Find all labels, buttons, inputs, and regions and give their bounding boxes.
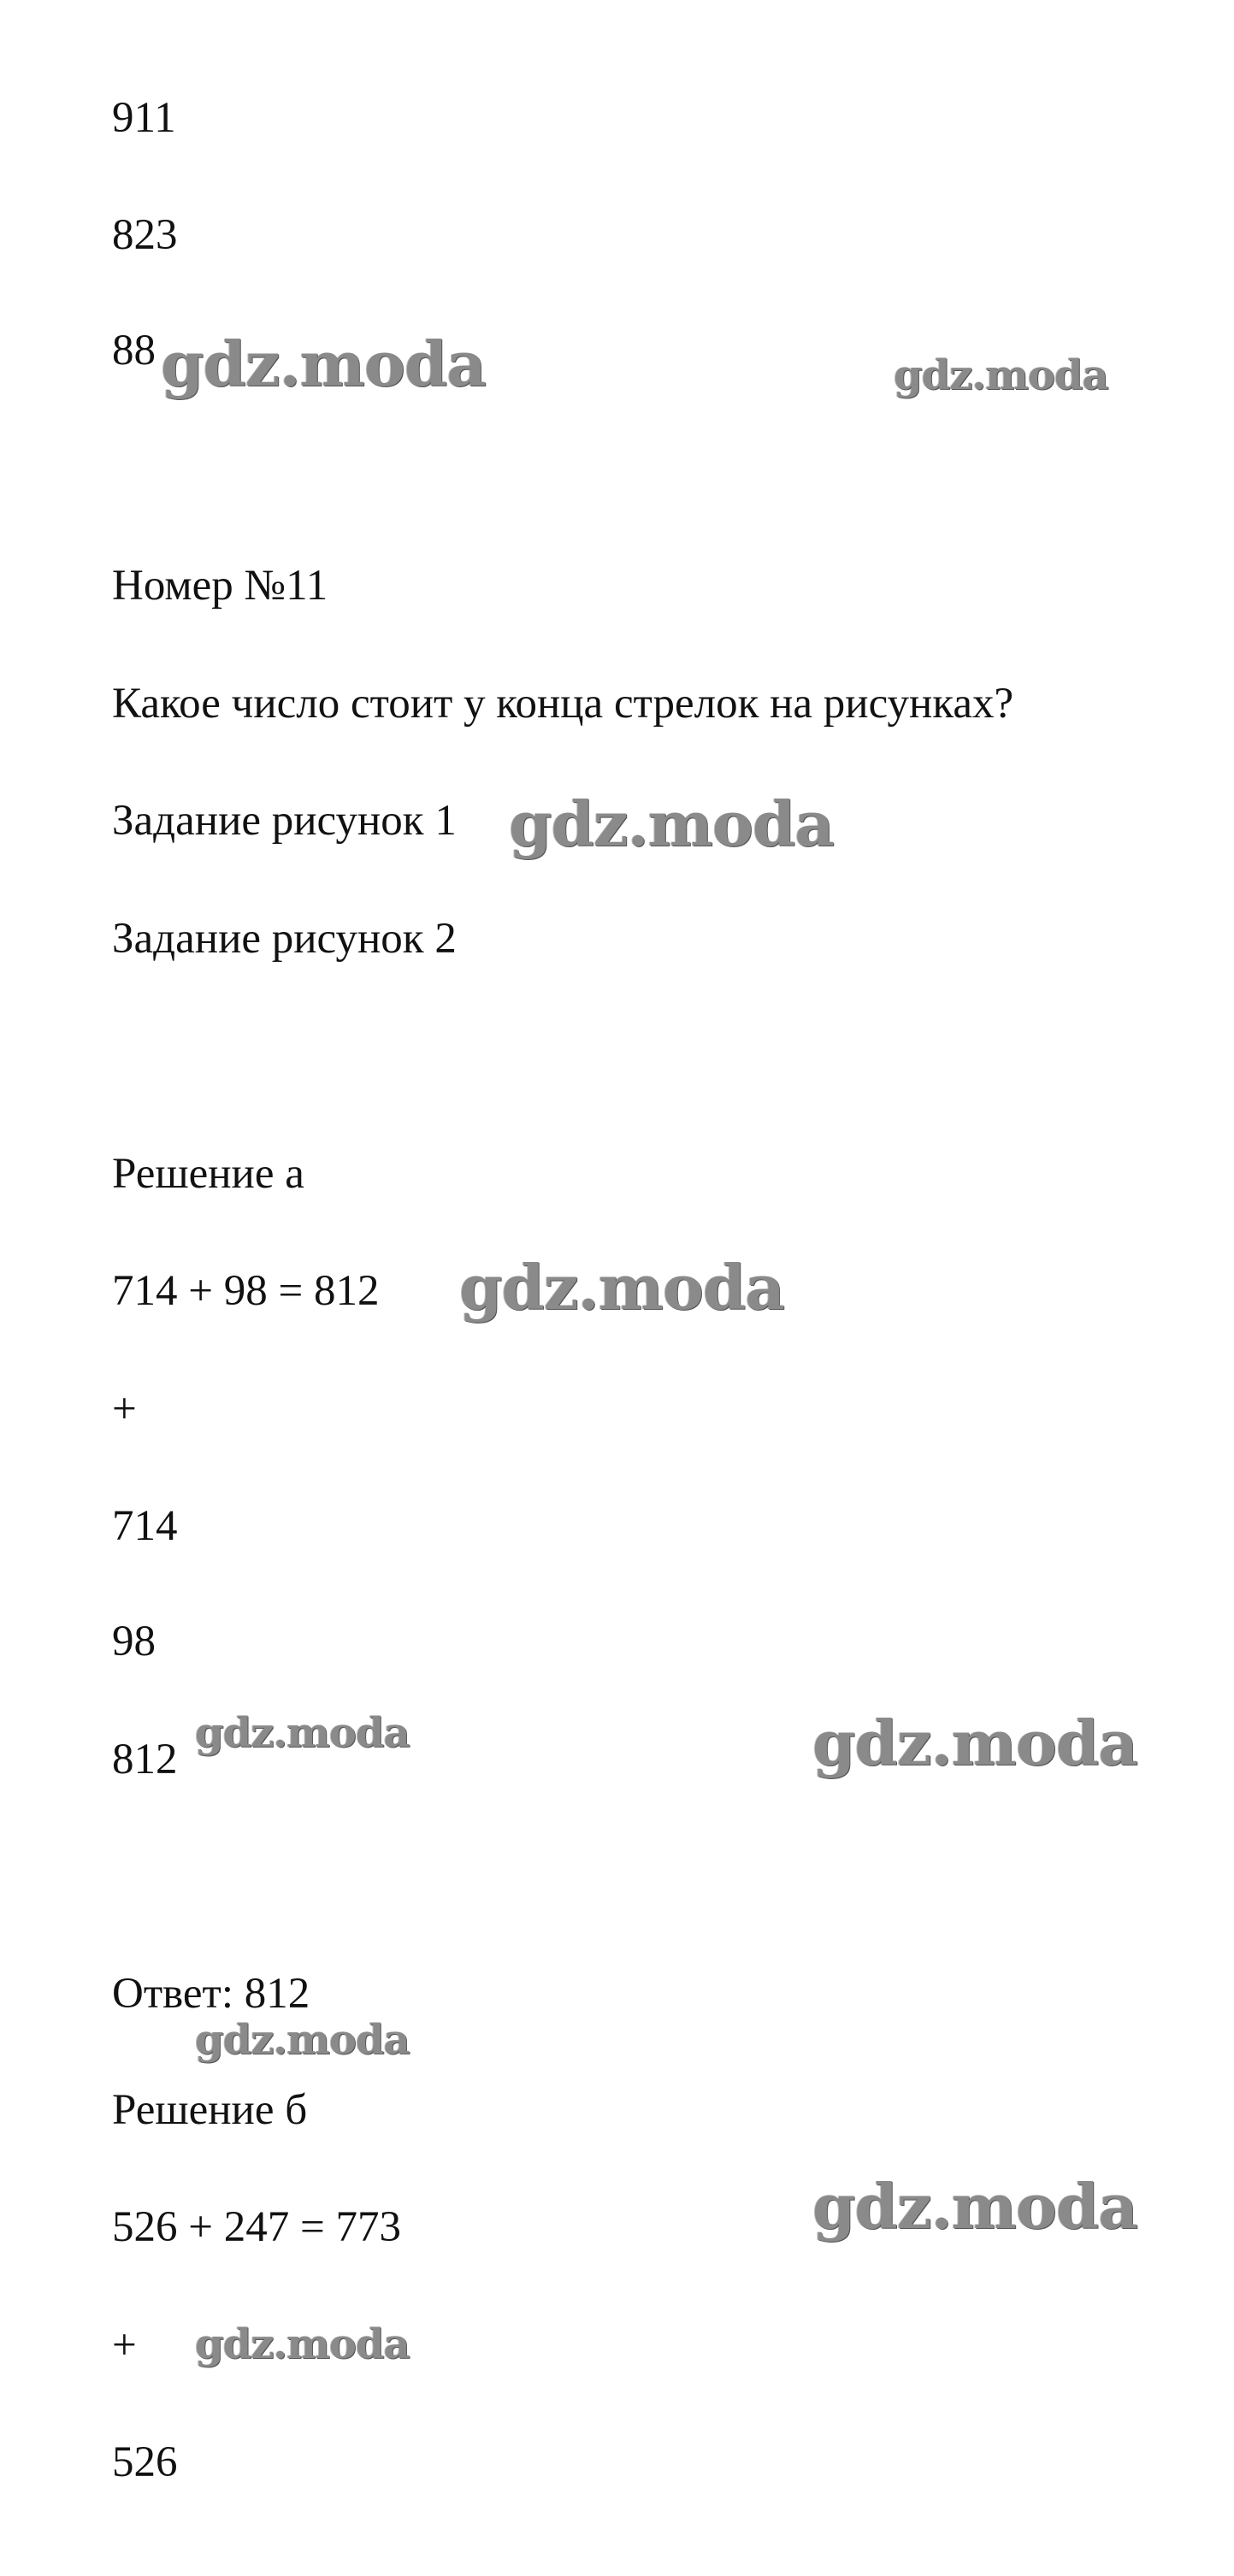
watermark: gdz.moda: [161, 327, 486, 400]
watermark: gdz.moda: [812, 1707, 1137, 1779]
solution-a-plus-sign: +: [112, 1385, 137, 1433]
solution-b-addend-1: 526: [112, 2438, 178, 2486]
text-line-823: 823: [112, 211, 178, 259]
solution-a-addend-2: 98: [112, 1618, 156, 1665]
watermark: gdz.moda: [509, 787, 834, 860]
answer-a: Ответ: 812: [112, 1970, 310, 2018]
solution-a-addend-1: 714: [112, 1502, 178, 1550]
watermark: gdz.moda: [812, 2170, 1137, 2243]
text-line-88: 88: [112, 327, 156, 374]
solution-b-heading: Решение б: [112, 2086, 308, 2134]
task-figure-1: Задание рисунок 1: [112, 797, 457, 845]
solution-b-plus-sign: +: [112, 2321, 137, 2369]
solution-b-equation: 526 + 247 = 773: [112, 2203, 402, 2251]
solution-a-equation: 714 + 98 = 812: [112, 1267, 380, 1315]
watermark: gdz.moda: [195, 2016, 410, 2064]
watermark: gdz.moda: [894, 351, 1108, 399]
watermark: gdz.moda: [459, 1251, 784, 1323]
solution-a-sum: 812: [112, 1736, 178, 1783]
watermark: gdz.moda: [195, 2320, 410, 2368]
text-line-911: 911: [112, 94, 176, 142]
task-figure-2: Задание рисунок 2: [112, 915, 457, 963]
problem-question: Какое число стоит у конца стрелок на рисунках?: [112, 680, 1014, 728]
problem-number: Номер №11: [112, 562, 328, 610]
watermark: gdz.moda: [195, 1709, 410, 1757]
solution-a-heading: Решение а: [112, 1150, 304, 1198]
